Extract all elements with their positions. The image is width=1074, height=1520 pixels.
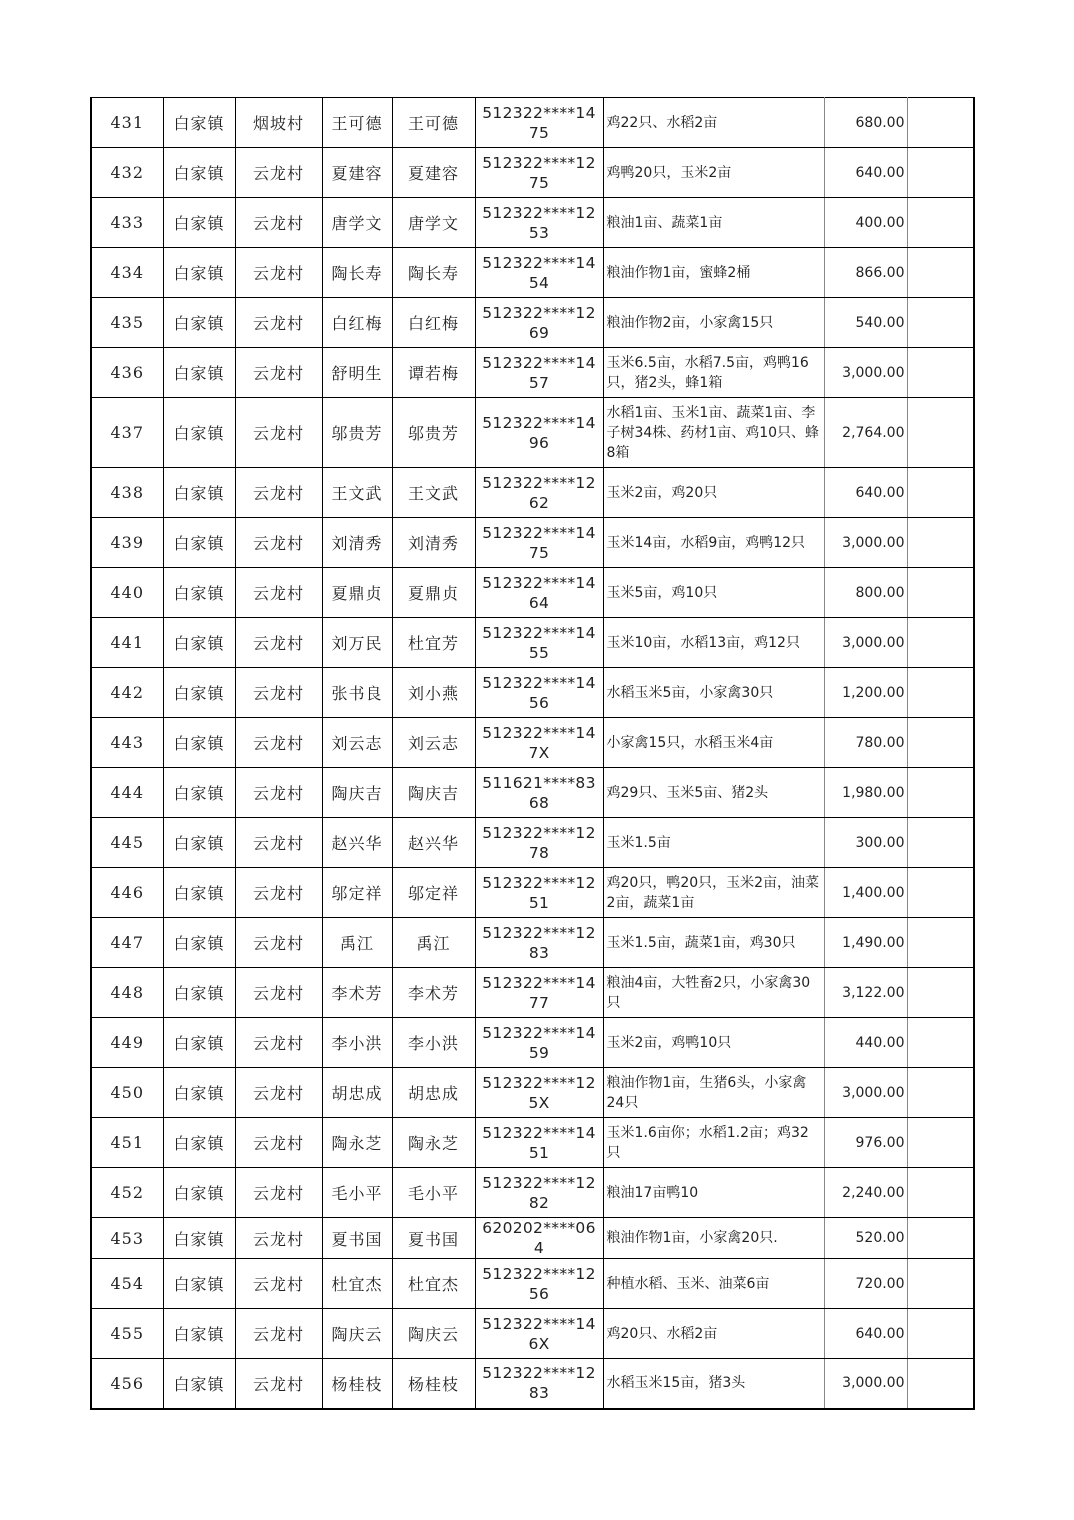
beneficiary-name-cell: 胡忠成 <box>322 1068 392 1118</box>
id-number-cell: 512322****147X <box>475 718 603 768</box>
household-head-cell: 夏鼎贞 <box>392 568 475 618</box>
project-description-cell: 粮油4亩，大牲畜2只，小家禽30只 <box>603 968 824 1018</box>
remarks-cell <box>907 1309 974 1359</box>
town-cell: 白家镇 <box>163 968 235 1018</box>
town-cell: 白家镇 <box>163 1218 235 1259</box>
project-description-cell: 玉米10亩，水稻13亩，鸡12只 <box>603 618 824 668</box>
amount-cell: 400.00 <box>824 198 907 248</box>
village-cell: 云龙村 <box>235 618 322 668</box>
remarks-cell <box>907 1018 974 1068</box>
id-number-cell: 512322****1464 <box>475 568 603 618</box>
remarks-cell <box>907 1359 974 1409</box>
project-description-cell: 小家禽15只，水稻玉米4亩 <box>603 718 824 768</box>
village-cell: 云龙村 <box>235 968 322 1018</box>
id-number-cell: 512322****1283 <box>475 918 603 968</box>
amount-cell: 2,764.00 <box>824 398 907 468</box>
id-number-cell: 512322****1456 <box>475 668 603 718</box>
beneficiary-name-cell: 刘云志 <box>322 718 392 768</box>
household-head-cell: 赵兴华 <box>392 818 475 868</box>
town-cell: 白家镇 <box>163 1259 235 1309</box>
row-number: 432 <box>91 148 163 198</box>
amount-cell: 3,000.00 <box>824 1068 907 1118</box>
table-row <box>91 868 974 918</box>
beneficiary-name-cell: 杨桂枝 <box>322 1359 392 1409</box>
project-description-cell: 水稻玉米15亩，猪3头 <box>603 1359 824 1409</box>
project-description-cell: 水稻1亩、玉米1亩、蔬菜1亩、李子树34株、药材1亩、鸡10只、蜂8箱 <box>603 398 824 468</box>
project-description-cell: 粮油1亩、蔬菜1亩 <box>603 198 824 248</box>
row-number: 447 <box>91 918 163 968</box>
household-head-cell: 夏建容 <box>392 148 475 198</box>
project-description-cell: 鸡鸭20只，玉米2亩 <box>603 148 824 198</box>
village-cell: 云龙村 <box>235 1218 322 1259</box>
project-description-cell: 鸡20只、水稻2亩 <box>603 1309 824 1359</box>
project-description-cell: 种植水稻、玉米、油菜6亩 <box>603 1259 824 1309</box>
table-row <box>91 298 974 348</box>
table-row <box>91 968 974 1018</box>
amount-cell: 1,400.00 <box>824 868 907 918</box>
row-number: 451 <box>91 1118 163 1168</box>
row-number: 441 <box>91 618 163 668</box>
town-cell: 白家镇 <box>163 1068 235 1118</box>
id-number-cell: 512322****1454 <box>475 248 603 298</box>
beneficiary-name-cell: 杜宜杰 <box>322 1259 392 1309</box>
town-cell: 白家镇 <box>163 248 235 298</box>
town-cell: 白家镇 <box>163 1309 235 1359</box>
remarks-cell <box>907 248 974 298</box>
row-number: 446 <box>91 868 163 918</box>
town-cell: 白家镇 <box>163 868 235 918</box>
project-description-cell: 玉米2亩，鸡鸭10只 <box>603 1018 824 1068</box>
table-row <box>91 568 974 618</box>
project-description-cell: 粮油作物1亩，生猪6头，小家禽24只 <box>603 1068 824 1118</box>
row-number: 450 <box>91 1068 163 1118</box>
remarks-cell <box>907 768 974 818</box>
table-row <box>91 618 974 668</box>
row-number: 443 <box>91 718 163 768</box>
town-cell: 白家镇 <box>163 618 235 668</box>
town-cell: 白家镇 <box>163 1118 235 1168</box>
town-cell: 白家镇 <box>163 1359 235 1409</box>
row-number: 455 <box>91 1309 163 1359</box>
beneficiary-name-cell: 舒明生 <box>322 348 392 398</box>
household-head-cell: 夏书国 <box>392 1218 475 1259</box>
id-number-cell: 512322****1283 <box>475 1359 603 1409</box>
remarks-cell <box>907 618 974 668</box>
table-body <box>91 98 974 1409</box>
table-row <box>91 348 974 398</box>
household-head-cell: 胡忠成 <box>392 1068 475 1118</box>
row-number: 433 <box>91 198 163 248</box>
remarks-cell <box>907 1218 974 1259</box>
table-row <box>91 1118 974 1168</box>
beneficiary-name-cell: 王可德 <box>322 98 392 148</box>
project-description-cell: 鸡20只，鸭20只，玉米2亩，油菜2亩，蔬菜1亩 <box>603 868 824 918</box>
amount-cell: 3,000.00 <box>824 1359 907 1409</box>
project-description-cell: 水稻玉米5亩，小家禽30只 <box>603 668 824 718</box>
row-number: 434 <box>91 248 163 298</box>
row-number: 438 <box>91 468 163 518</box>
table-row <box>91 198 974 248</box>
project-description-cell: 鸡22只、水稻2亩 <box>603 98 824 148</box>
remarks-cell <box>907 718 974 768</box>
village-cell: 云龙村 <box>235 468 322 518</box>
town-cell: 白家镇 <box>163 198 235 248</box>
amount-cell: 720.00 <box>824 1259 907 1309</box>
village-cell: 云龙村 <box>235 1259 322 1309</box>
row-number: 431 <box>91 98 163 148</box>
remarks-cell <box>907 348 974 398</box>
beneficiary-name-cell: 陶庆云 <box>322 1309 392 1359</box>
remarks-cell <box>907 918 974 968</box>
id-number-cell: 512322****1451 <box>475 1118 603 1168</box>
village-cell: 云龙村 <box>235 1309 322 1359</box>
table-row <box>91 918 974 968</box>
town-cell: 白家镇 <box>163 718 235 768</box>
household-head-cell: 杜宜杰 <box>392 1259 475 1309</box>
row-number: 439 <box>91 518 163 568</box>
amount-cell: 640.00 <box>824 1309 907 1359</box>
household-head-cell: 谭若梅 <box>392 348 475 398</box>
town-cell: 白家镇 <box>163 918 235 968</box>
table-row <box>91 1359 974 1409</box>
row-number: 444 <box>91 768 163 818</box>
household-head-cell: 陶庆云 <box>392 1309 475 1359</box>
row-number: 442 <box>91 668 163 718</box>
id-number-cell: 512322****1256 <box>475 1259 603 1309</box>
table-row <box>91 468 974 518</box>
remarks-cell <box>907 1118 974 1168</box>
id-number-cell: 512322****146X <box>475 1309 603 1359</box>
beneficiary-name-cell: 张书良 <box>322 668 392 718</box>
beneficiary-name-cell: 王文武 <box>322 468 392 518</box>
project-description-cell: 玉米5亩，鸡10只 <box>603 568 824 618</box>
beneficiary-name-cell: 邬贵芳 <box>322 398 392 468</box>
village-cell: 云龙村 <box>235 718 322 768</box>
row-number: 445 <box>91 818 163 868</box>
remarks-cell <box>907 668 974 718</box>
household-head-cell: 杜宜芳 <box>392 618 475 668</box>
table-row <box>91 248 974 298</box>
row-number: 454 <box>91 1259 163 1309</box>
project-description-cell: 粮油17亩鸭10 <box>603 1168 824 1218</box>
household-head-cell: 白红梅 <box>392 298 475 348</box>
beneficiary-name-cell: 唐学文 <box>322 198 392 248</box>
row-number: 436 <box>91 348 163 398</box>
id-number-cell: 512322****1496 <box>475 398 603 468</box>
id-number-cell: 511621****8368 <box>475 768 603 818</box>
amount-cell: 866.00 <box>824 248 907 298</box>
table-row <box>91 98 974 148</box>
household-head-cell: 禹江 <box>392 918 475 968</box>
town-cell: 白家镇 <box>163 1168 235 1218</box>
remarks-cell <box>907 868 974 918</box>
household-head-cell: 陶永芝 <box>392 1118 475 1168</box>
beneficiary-name-cell: 李术芳 <box>322 968 392 1018</box>
household-head-cell: 杨桂枝 <box>392 1359 475 1409</box>
amount-cell: 3,000.00 <box>824 618 907 668</box>
table-row <box>91 668 974 718</box>
table-row <box>91 148 974 198</box>
town-cell: 白家镇 <box>163 298 235 348</box>
id-number-cell: 512322****1475 <box>475 518 603 568</box>
id-number-cell: 512322****1455 <box>475 618 603 668</box>
remarks-cell <box>907 1259 974 1309</box>
household-head-cell: 邬贵芳 <box>392 398 475 468</box>
amount-cell: 680.00 <box>824 98 907 148</box>
village-cell: 云龙村 <box>235 868 322 918</box>
town-cell: 白家镇 <box>163 668 235 718</box>
beneficiary-name-cell: 毛小平 <box>322 1168 392 1218</box>
village-cell: 云龙村 <box>235 1359 322 1409</box>
remarks-cell <box>907 198 974 248</box>
id-number-cell: 512322****1282 <box>475 1168 603 1218</box>
town-cell: 白家镇 <box>163 818 235 868</box>
amount-cell: 780.00 <box>824 718 907 768</box>
beneficiary-name-cell: 赵兴华 <box>322 818 392 868</box>
town-cell: 白家镇 <box>163 348 235 398</box>
household-head-cell: 陶长寿 <box>392 248 475 298</box>
village-cell: 云龙村 <box>235 918 322 968</box>
project-description-cell: 玉米2亩，鸡20只 <box>603 468 824 518</box>
project-description-cell: 玉米1.6亩你；水稻1.2亩；鸡32只 <box>603 1118 824 1168</box>
remarks-cell <box>907 468 974 518</box>
id-number-cell: 512322****1477 <box>475 968 603 1018</box>
id-number-cell: 512322****1278 <box>475 818 603 868</box>
amount-cell: 3,000.00 <box>824 518 907 568</box>
remarks-cell <box>907 398 974 468</box>
row-number: 435 <box>91 298 163 348</box>
project-description-cell: 玉米1.5亩，蔬菜1亩，鸡30只 <box>603 918 824 968</box>
beneficiary-name-cell: 夏书国 <box>322 1218 392 1259</box>
project-description-cell: 玉米1.5亩 <box>603 818 824 868</box>
household-head-cell: 刘小燕 <box>392 668 475 718</box>
amount-cell: 2,240.00 <box>824 1168 907 1218</box>
id-number-cell: 512322****1475 <box>475 98 603 148</box>
amount-cell: 3,000.00 <box>824 348 907 398</box>
town-cell: 白家镇 <box>163 468 235 518</box>
amount-cell: 1,490.00 <box>824 918 907 968</box>
household-head-cell: 毛小平 <box>392 1168 475 1218</box>
remarks-cell <box>907 568 974 618</box>
project-description-cell: 粮油作物2亩，小家禽15只 <box>603 298 824 348</box>
table-row <box>91 1259 974 1309</box>
town-cell: 白家镇 <box>163 398 235 468</box>
beneficiary-name-cell: 陶长寿 <box>322 248 392 298</box>
beneficiary-name-cell: 邬定祥 <box>322 868 392 918</box>
village-cell: 云龙村 <box>235 668 322 718</box>
amount-cell: 976.00 <box>824 1118 907 1168</box>
town-cell: 白家镇 <box>163 148 235 198</box>
village-cell: 云龙村 <box>235 518 322 568</box>
remarks-cell <box>907 298 974 348</box>
beneficiary-name-cell: 夏鼎贞 <box>322 568 392 618</box>
remarks-cell <box>907 1168 974 1218</box>
row-number: 453 <box>91 1218 163 1259</box>
beneficiary-name-cell: 禹江 <box>322 918 392 968</box>
row-number: 437 <box>91 398 163 468</box>
amount-cell: 520.00 <box>824 1218 907 1259</box>
remarks-cell <box>907 518 974 568</box>
id-number-cell: 512322****1459 <box>475 1018 603 1068</box>
row-number: 440 <box>91 568 163 618</box>
village-cell: 云龙村 <box>235 1118 322 1168</box>
row-number: 449 <box>91 1018 163 1068</box>
row-number: 456 <box>91 1359 163 1409</box>
household-head-cell: 王可德 <box>392 98 475 148</box>
village-cell: 云龙村 <box>235 1068 322 1118</box>
household-head-cell: 刘云志 <box>392 718 475 768</box>
village-cell: 云龙村 <box>235 398 322 468</box>
table-row <box>91 768 974 818</box>
household-head-cell: 唐学文 <box>392 198 475 248</box>
row-number: 452 <box>91 1168 163 1218</box>
town-cell: 白家镇 <box>163 768 235 818</box>
remarks-cell <box>907 818 974 868</box>
household-head-cell: 刘清秀 <box>392 518 475 568</box>
remarks-cell <box>907 1068 974 1118</box>
project-description-cell: 玉米14亩，水稻9亩，鸡鸭12只 <box>603 518 824 568</box>
town-cell: 白家镇 <box>163 1018 235 1068</box>
table-row <box>91 518 974 568</box>
household-head-cell: 王文武 <box>392 468 475 518</box>
beneficiary-name-cell: 白红梅 <box>322 298 392 348</box>
amount-cell: 300.00 <box>824 818 907 868</box>
remarks-cell <box>907 968 974 1018</box>
village-cell: 云龙村 <box>235 248 322 298</box>
table-row <box>91 1068 974 1118</box>
id-number-cell: 512322****1269 <box>475 298 603 348</box>
table-row <box>91 1309 974 1359</box>
remarks-cell <box>907 98 974 148</box>
id-number-cell: 512322****1251 <box>475 868 603 918</box>
project-description-cell: 鸡29只、玉米5亩、猪2头 <box>603 768 824 818</box>
village-cell: 烟坡村 <box>235 98 322 148</box>
household-head-cell: 陶庆吉 <box>392 768 475 818</box>
household-head-cell: 邬定祥 <box>392 868 475 918</box>
town-cell: 白家镇 <box>163 518 235 568</box>
amount-cell: 3,122.00 <box>824 968 907 1018</box>
beneficiary-name-cell: 陶庆吉 <box>322 768 392 818</box>
project-description-cell: 玉米6.5亩，水稻7.5亩，鸡鸭16只，猪2头，蜂1箱 <box>603 348 824 398</box>
table-row <box>91 398 974 468</box>
remarks-cell <box>907 148 974 198</box>
amount-cell: 440.00 <box>824 1018 907 1068</box>
amount-cell: 1,200.00 <box>824 668 907 718</box>
village-cell: 云龙村 <box>235 1168 322 1218</box>
beneficiary-name-cell: 刘万民 <box>322 618 392 668</box>
village-cell: 云龙村 <box>235 568 322 618</box>
amount-cell: 800.00 <box>824 568 907 618</box>
town-cell: 白家镇 <box>163 98 235 148</box>
id-number-cell: 512322****1275 <box>475 148 603 198</box>
id-number-cell: 512322****1457 <box>475 348 603 398</box>
table-row <box>91 718 974 768</box>
id-number-cell: 512322****1253 <box>475 198 603 248</box>
amount-cell: 640.00 <box>824 468 907 518</box>
table-row <box>91 1168 974 1218</box>
village-cell: 云龙村 <box>235 818 322 868</box>
household-head-cell: 李小洪 <box>392 1018 475 1068</box>
beneficiary-name-cell: 刘清秀 <box>322 518 392 568</box>
village-cell: 云龙村 <box>235 1018 322 1068</box>
amount-cell: 640.00 <box>824 148 907 198</box>
beneficiary-name-cell: 陶永芝 <box>322 1118 392 1168</box>
id-number-cell: 620202****064 <box>475 1218 603 1259</box>
beneficiary-name-cell: 夏建容 <box>322 148 392 198</box>
village-cell: 云龙村 <box>235 198 322 248</box>
project-description-cell: 粮油作物1亩，蜜蜂2桶 <box>603 248 824 298</box>
table-row <box>91 818 974 868</box>
amount-cell: 540.00 <box>824 298 907 348</box>
id-number-cell: 512322****1262 <box>475 468 603 518</box>
table-row <box>91 1018 974 1068</box>
village-cell: 云龙村 <box>235 148 322 198</box>
village-cell: 云龙村 <box>235 348 322 398</box>
town-cell: 白家镇 <box>163 568 235 618</box>
id-number-cell: 512322****125X <box>475 1068 603 1118</box>
beneficiary-name-cell: 李小洪 <box>322 1018 392 1068</box>
village-cell: 云龙村 <box>235 768 322 818</box>
table-row <box>91 1218 974 1259</box>
amount-cell: 1,980.00 <box>824 768 907 818</box>
project-description-cell: 粮油作物1亩，小家禽20只. <box>603 1218 824 1259</box>
subsidy-table <box>90 97 975 1410</box>
household-head-cell: 李术芳 <box>392 968 475 1018</box>
row-number: 448 <box>91 968 163 1018</box>
village-cell: 云龙村 <box>235 298 322 348</box>
